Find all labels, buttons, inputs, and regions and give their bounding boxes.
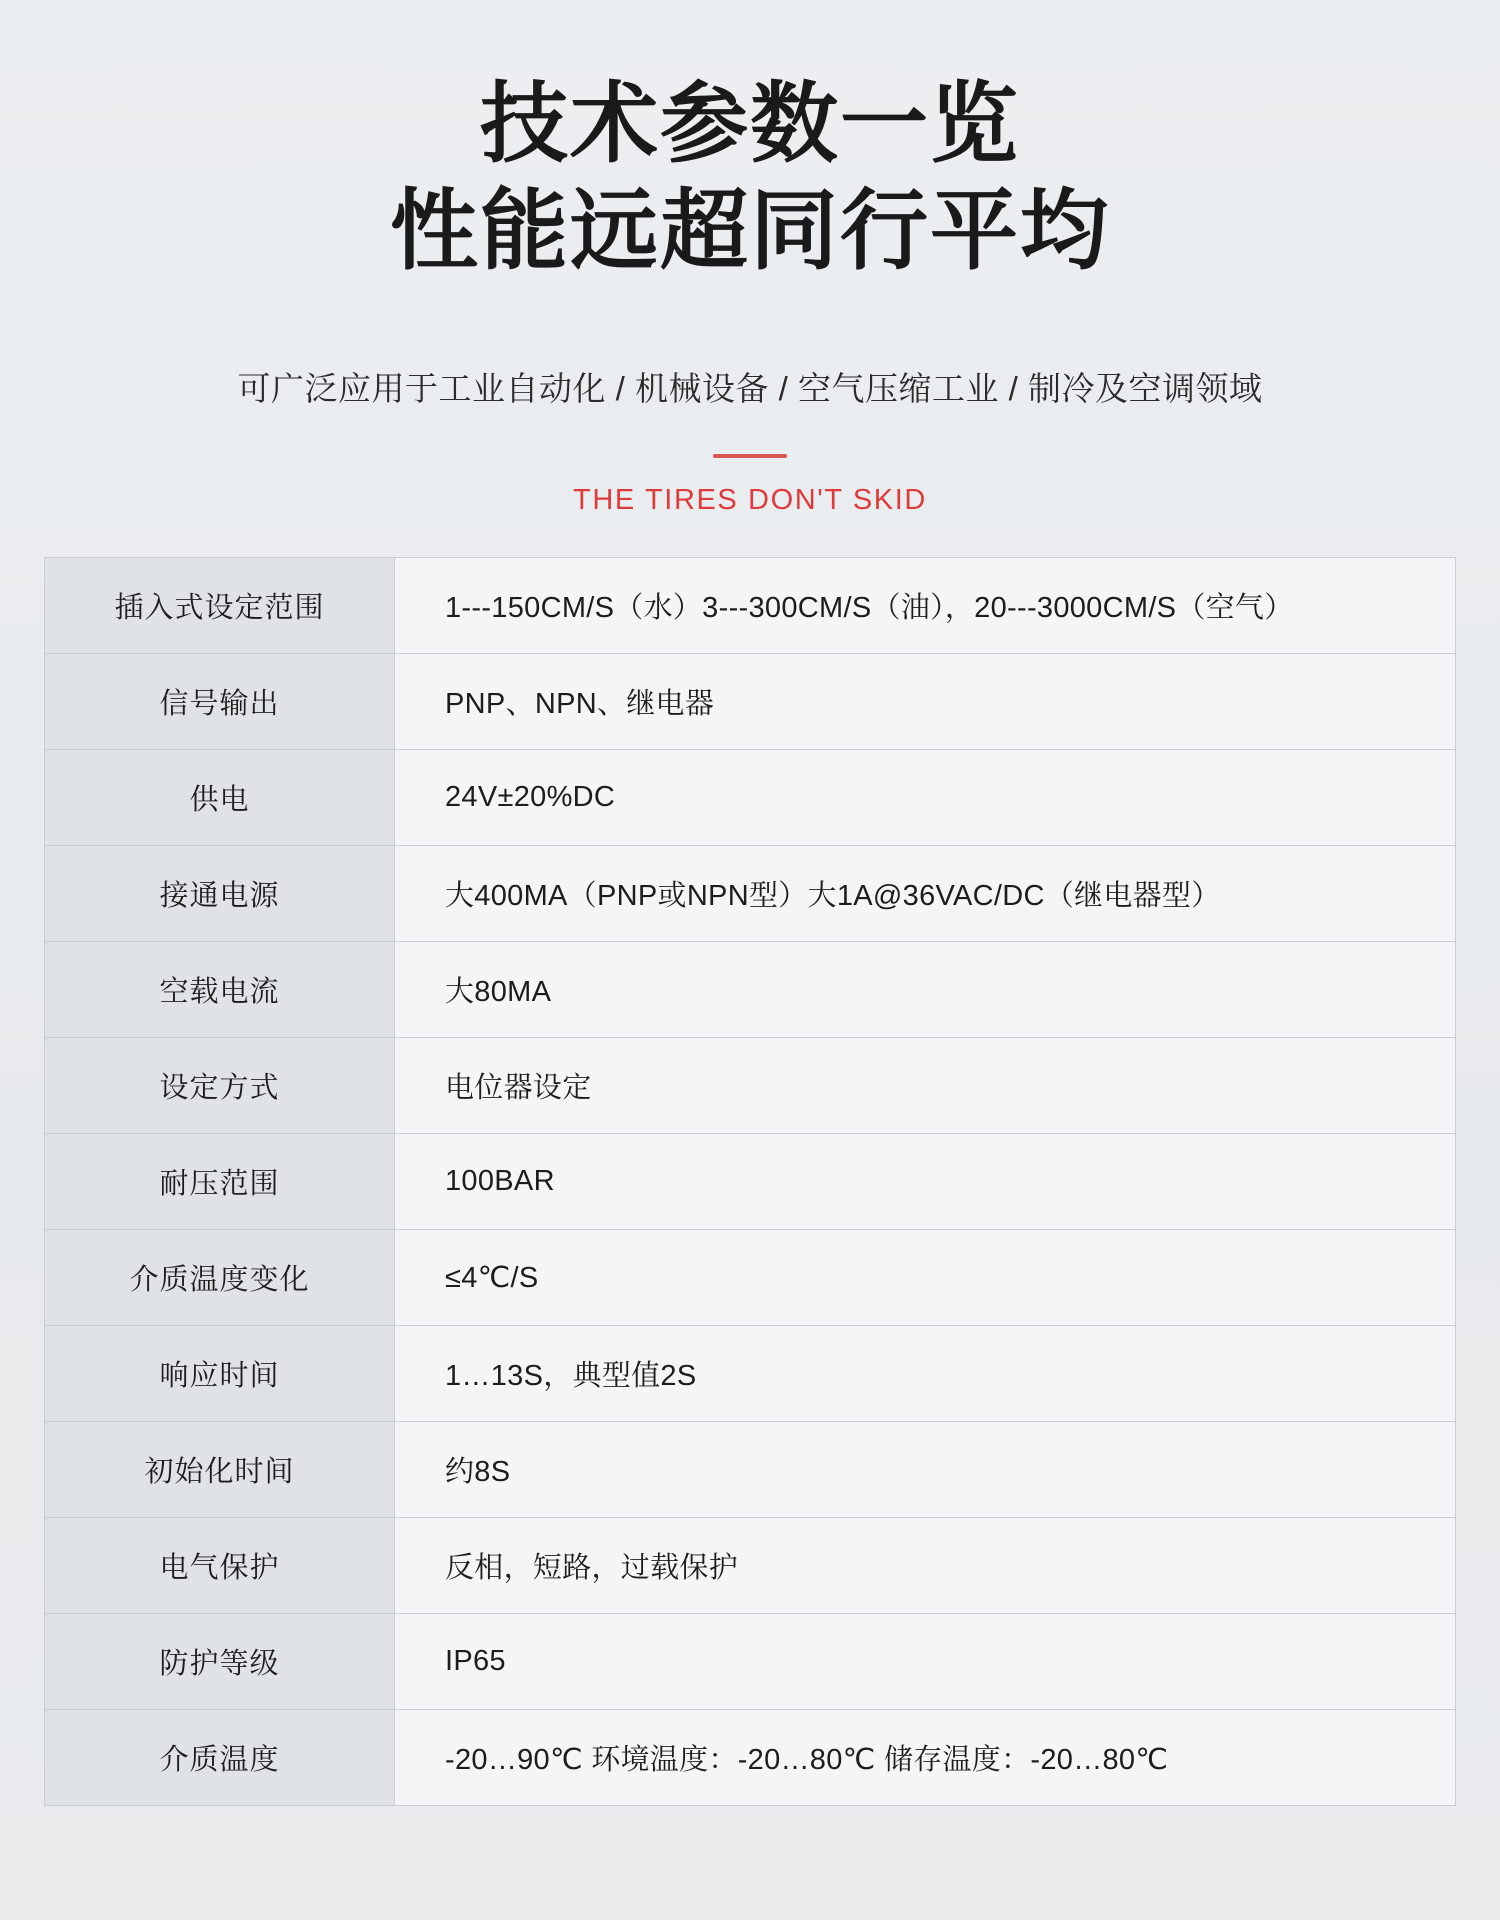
spec-value: -20…90℃ 环境温度：-20…80℃ 储存温度：-20…80℃ — [395, 1709, 1456, 1805]
spec-label: 介质温度 — [45, 1709, 395, 1805]
page-title-line-2: 性能远超同行平均 — [389, 181, 1110, 281]
spec-label: 防护等级 — [45, 1613, 395, 1709]
table-row — [45, 1325, 1456, 1421]
spec-value: 24V±20%DC — [395, 749, 1456, 845]
spec-value: PNP、NPN、继电器 — [395, 653, 1456, 749]
english-title: THE TIRES DON'T SKID — [573, 483, 927, 516]
table-row — [45, 1709, 1456, 1805]
spec-value: 反相，短路，过载保护 — [395, 1517, 1456, 1613]
spec-value: 1…13S，典型值2S — [395, 1325, 1456, 1421]
spec-value: 电位器设定 — [395, 1037, 1456, 1133]
spec-value: IP65 — [395, 1613, 1456, 1709]
spec-value: 大80MA — [395, 941, 1456, 1037]
table-row — [45, 845, 1456, 941]
specification-table — [44, 557, 1456, 1806]
spec-label: 空载电流 — [45, 941, 395, 1037]
spec-label: 介质温度变化 — [45, 1229, 395, 1325]
spec-label: 信号输出 — [45, 653, 395, 749]
table-row — [45, 1133, 1456, 1229]
spec-value: 1---150CM/S（水）3---300CM/S（油），20---3000CM/S（空气） — [395, 557, 1456, 653]
page-subtitle: 可广泛应用于工业自动化 / 机械设备 / 空气压缩工业 / 制冷及空调领域 — [237, 369, 1263, 407]
table-row — [45, 1037, 1456, 1133]
spec-label: 设定方式 — [45, 1037, 395, 1133]
spec-label: 耐压范围 — [45, 1133, 395, 1229]
spec-value: 100BAR — [395, 1133, 1456, 1229]
specification-table-body — [45, 557, 1456, 1805]
table-row — [45, 749, 1456, 845]
spec-label: 电气保护 — [45, 1517, 395, 1613]
table-row — [45, 1421, 1456, 1517]
spec-label: 响应时间 — [45, 1325, 395, 1421]
spec-label: 初始化时间 — [45, 1421, 395, 1517]
spec-label: 供电 — [45, 749, 395, 845]
spec-value: 大400MA（PNP或NPN型）大1A@36VAC/DC（继电器型） — [395, 845, 1456, 941]
spec-value: 约8S — [395, 1421, 1456, 1517]
page-header — [0, 0, 1500, 517]
page-title-line-1: 技术参数一览 — [479, 74, 1020, 173]
table-row — [45, 653, 1456, 749]
title-divider — [713, 454, 787, 458]
spec-label: 插入式设定范围 — [45, 557, 395, 653]
spec-label: 接通电源 — [45, 845, 395, 941]
table-row — [45, 1229, 1456, 1325]
table-row — [45, 941, 1456, 1037]
spec-value: ≤4℃/S — [395, 1229, 1456, 1325]
table-row — [45, 1613, 1456, 1709]
table-row — [45, 557, 1456, 653]
table-row — [45, 1517, 1456, 1613]
